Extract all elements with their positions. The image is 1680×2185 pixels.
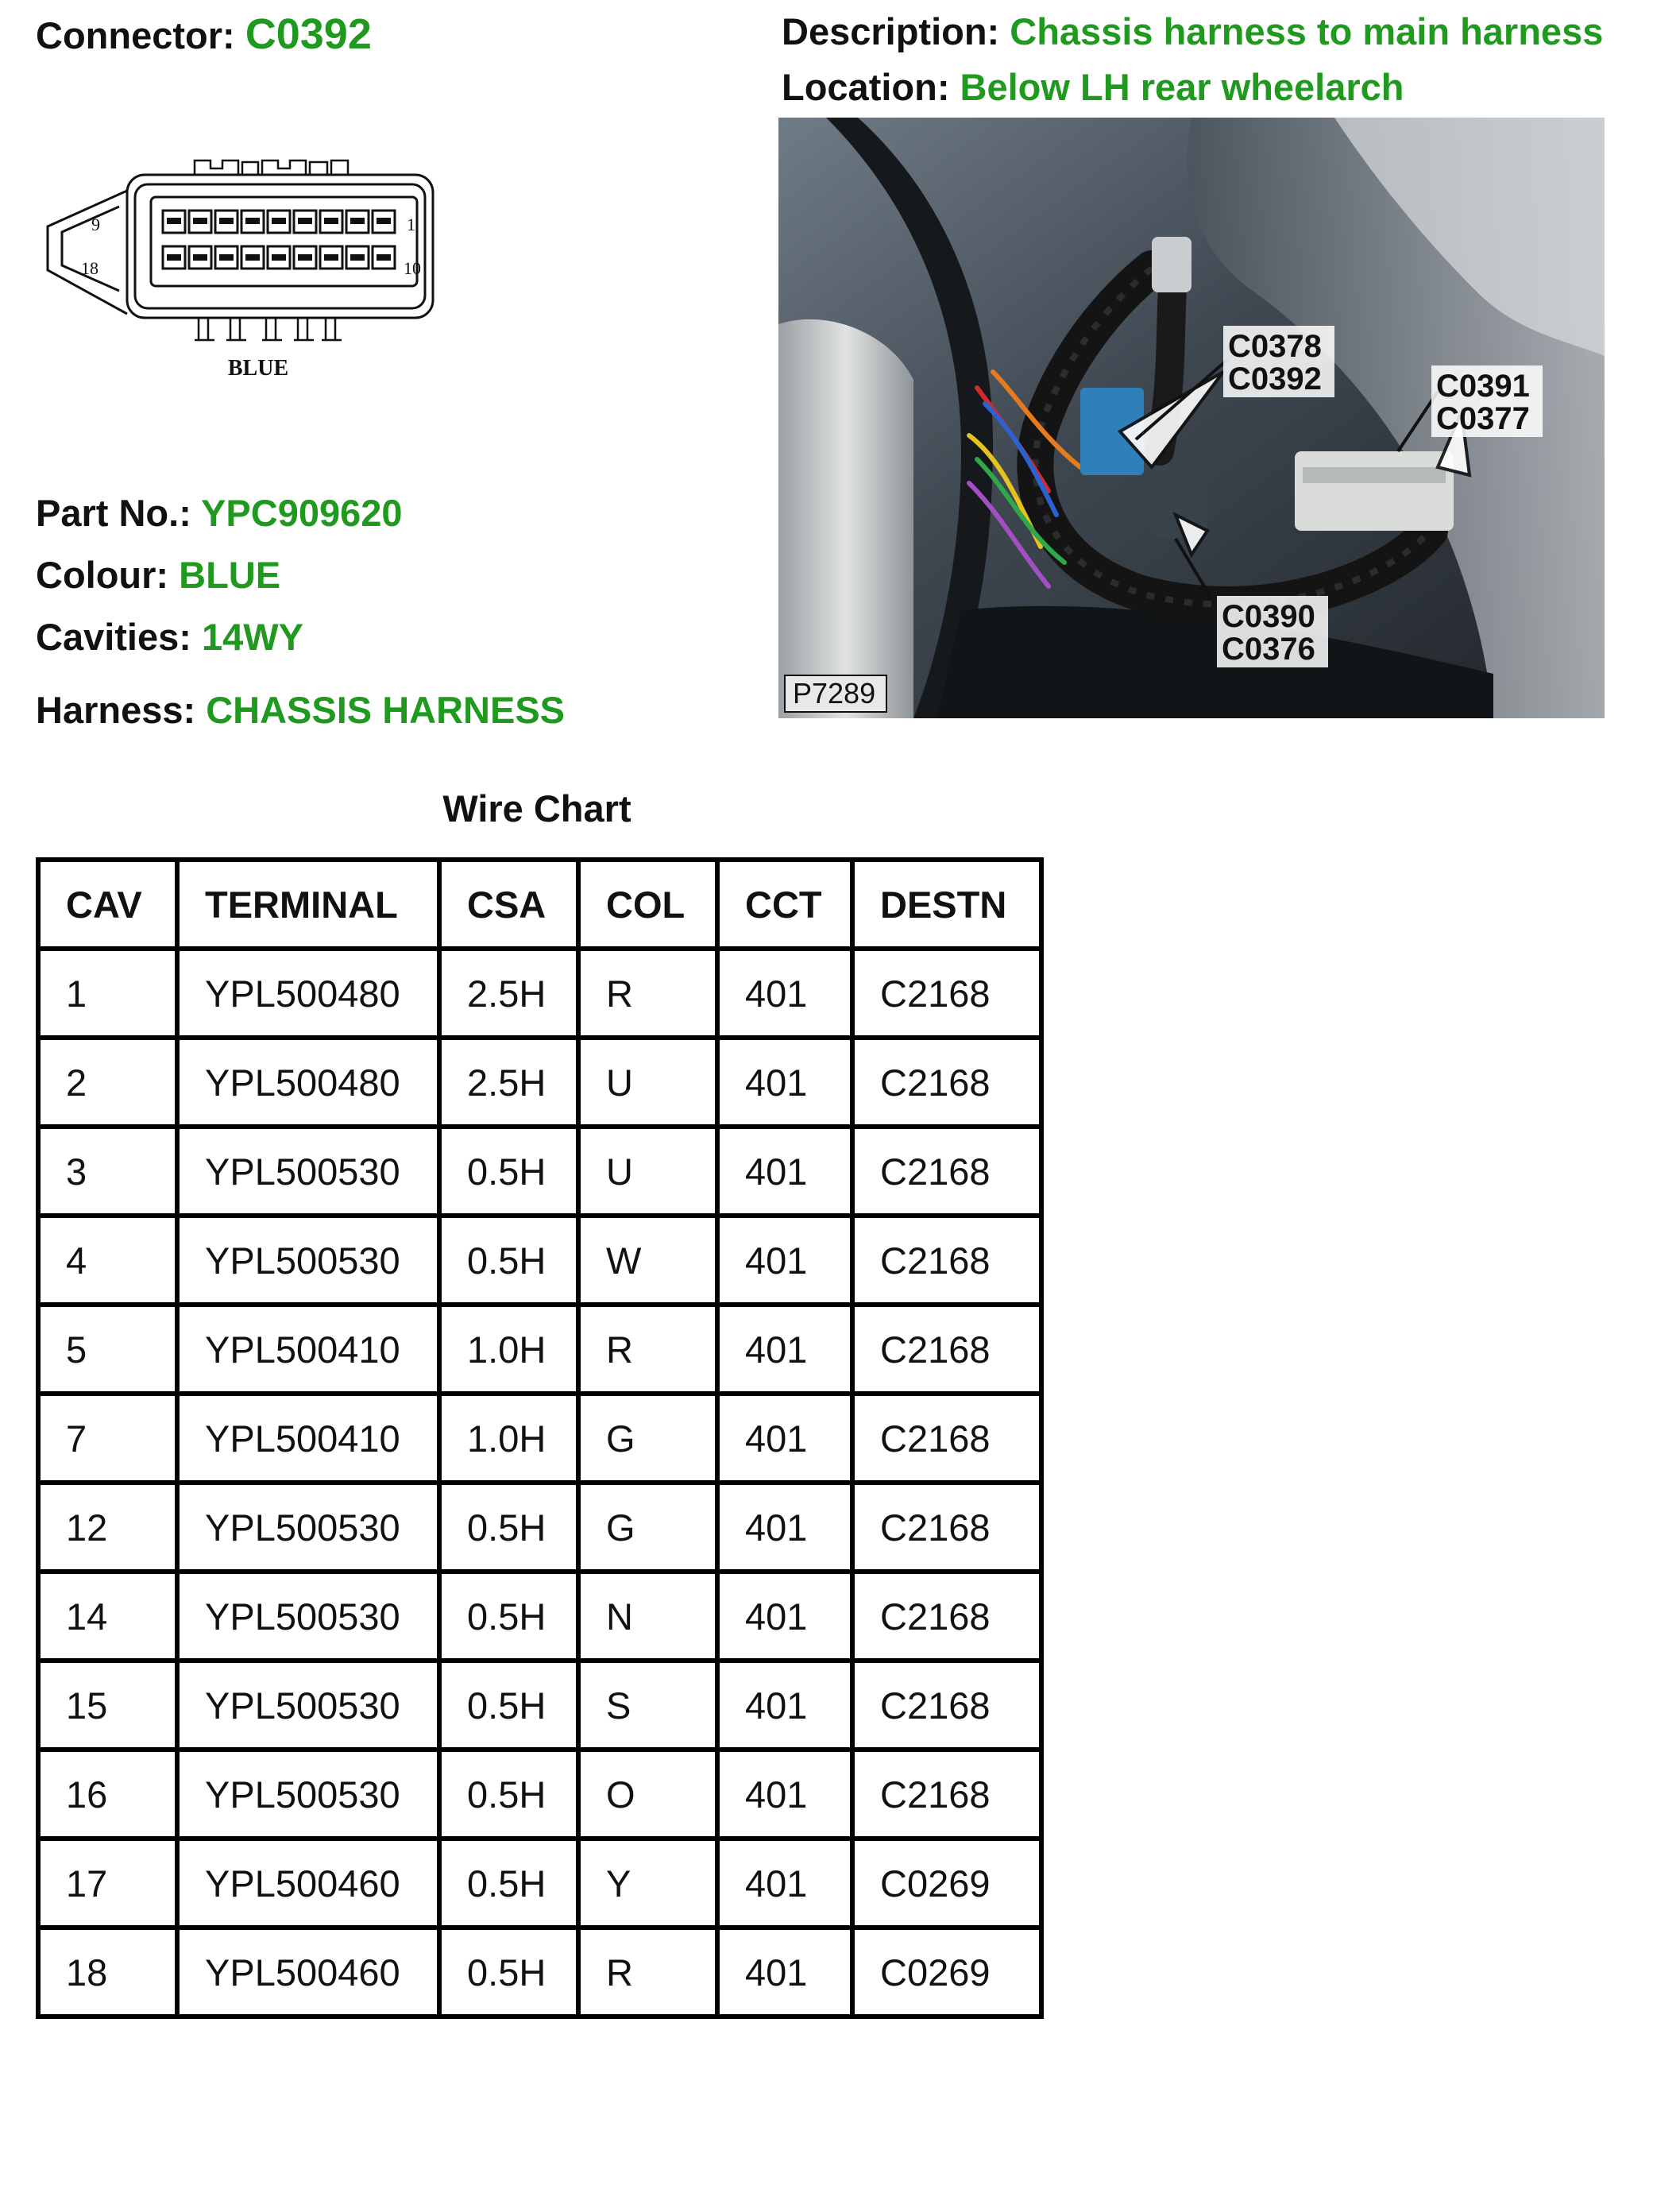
table-row — [38, 1483, 1041, 1572]
csa-cell: 0.5H — [439, 1750, 578, 1839]
cct-cell: 401 — [717, 949, 852, 1038]
destn-cell: C2168 — [852, 949, 1041, 1038]
cav-header: CAV — [38, 860, 177, 949]
cct-cell: 401 — [717, 1038, 852, 1127]
col-cell: R — [578, 949, 717, 1038]
part-no-field — [36, 494, 403, 532]
part-no-label: Part No.: — [36, 492, 191, 534]
callout-label: C0377 — [1436, 401, 1530, 436]
col-cell: W — [578, 1216, 717, 1305]
harness-label: Harness: — [36, 689, 196, 731]
callout-label: C0392 — [1228, 362, 1322, 396]
pin-label-1: 1 — [407, 215, 415, 234]
destn-cell: C2168 — [852, 1483, 1041, 1572]
csa-cell: 0.5H — [439, 1216, 578, 1305]
harness-field — [36, 691, 565, 729]
col-cell: Y — [578, 1839, 717, 1928]
cavities-field — [36, 618, 303, 656]
cct-cell: 401 — [717, 1928, 852, 2017]
table-row — [38, 1127, 1041, 1216]
col-header: COL — [578, 860, 717, 949]
destn-header: DESTN — [852, 860, 1041, 949]
csa-cell: 2.5H — [439, 949, 578, 1038]
table-row — [38, 949, 1041, 1038]
terminal-cell: YPL500530 — [177, 1750, 439, 1839]
destn-cell: C2168 — [852, 1305, 1041, 1394]
table-row — [38, 1394, 1041, 1483]
terminal-cell: YPL500530 — [177, 1483, 439, 1572]
cav-cell: 1 — [38, 949, 177, 1038]
diagram-color-text: BLUE — [227, 356, 289, 381]
destn-cell: C2168 — [852, 1572, 1041, 1661]
table-row — [38, 1216, 1041, 1305]
pin-label-10: 10 — [404, 258, 421, 278]
col-cell: R — [578, 1928, 717, 2017]
col-cell: U — [578, 1127, 717, 1216]
table-row — [38, 1305, 1041, 1394]
cav-cell: 14 — [38, 1572, 177, 1661]
colour-field — [36, 556, 280, 594]
connector-field — [36, 10, 372, 58]
col-cell: R — [578, 1305, 717, 1394]
csa-cell: 2.5H — [439, 1038, 578, 1127]
destn-cell: C2168 — [852, 1394, 1041, 1483]
cav-cell: 18 — [38, 1928, 177, 2017]
cct-cell: 401 — [717, 1394, 852, 1483]
csa-cell: 0.5H — [439, 1572, 578, 1661]
cavities-label: Cavities: — [36, 616, 191, 658]
wire-chart-table — [36, 857, 1044, 2019]
destn-cell: C0269 — [852, 1839, 1041, 1928]
table-row — [38, 1572, 1041, 1661]
table-row — [38, 1750, 1041, 1839]
callout-label: C0391 — [1436, 369, 1530, 404]
destn-cell: C2168 — [852, 1038, 1041, 1127]
terminal-cell: YPL500530 — [177, 1661, 439, 1750]
cavities-value: 14WY — [201, 616, 303, 658]
description-field — [782, 10, 1604, 52]
table-header-row — [38, 860, 1041, 949]
csa-cell: 0.5H — [439, 1127, 578, 1216]
terminal-cell: YPL500530 — [177, 1127, 439, 1216]
csa-cell: 0.5H — [439, 1661, 578, 1750]
cct-cell: 401 — [717, 1572, 852, 1661]
air-spring — [778, 319, 913, 718]
cct-cell: 401 — [717, 1750, 852, 1839]
col-cell: N — [578, 1572, 717, 1661]
pin-label-9: 9 — [91, 215, 100, 234]
col-cell: G — [578, 1483, 717, 1572]
terminal-cell: YPL500410 — [177, 1394, 439, 1483]
part-no-value: YPC909620 — [201, 492, 403, 534]
cct-header: CCT — [717, 860, 852, 949]
terminal-header: TERMINAL — [177, 860, 439, 949]
cav-cell: 5 — [38, 1305, 177, 1394]
terminal-cell: YPL500480 — [177, 1038, 439, 1127]
col-cell: S — [578, 1661, 717, 1750]
colour-label: Colour: — [36, 554, 169, 596]
csa-cell: 1.0H — [439, 1305, 578, 1394]
terminal-cell: YPL500530 — [177, 1572, 439, 1661]
connector-face-diagram — [32, 151, 445, 389]
cct-cell: 401 — [717, 1305, 852, 1394]
table-row — [38, 1839, 1041, 1928]
cav-cell: 4 — [38, 1216, 177, 1305]
csa-cell: 0.5H — [439, 1839, 578, 1928]
col-cell: O — [578, 1750, 717, 1839]
connector-value: C0392 — [245, 10, 372, 58]
col-cell: G — [578, 1394, 717, 1483]
cct-cell: 401 — [717, 1839, 852, 1928]
wire-chart-title: Wire Chart — [442, 787, 631, 830]
callout-label: C0390 — [1222, 599, 1315, 634]
cct-cell: 401 — [717, 1483, 852, 1572]
table-row — [38, 1661, 1041, 1750]
white-connector — [1295, 451, 1454, 531]
description-value: Chassis harness to main harness — [1010, 10, 1604, 52]
colour-value: BLUE — [179, 554, 281, 596]
location-field — [782, 68, 1404, 106]
location-value: Below LH rear wheelarch — [960, 66, 1404, 108]
col-cell: U — [578, 1038, 717, 1127]
pin-label-18: 18 — [81, 258, 98, 278]
destn-cell: C0269 — [852, 1928, 1041, 2017]
csa-cell: 1.0H — [439, 1394, 578, 1483]
destn-cell: C2168 — [852, 1661, 1041, 1750]
location-label: Location: — [782, 66, 950, 108]
cct-cell: 401 — [717, 1661, 852, 1750]
cav-cell: 16 — [38, 1750, 177, 1839]
cav-cell: 17 — [38, 1839, 177, 1928]
connector-label: Connector: — [36, 14, 235, 56]
cct-cell: 401 — [717, 1127, 852, 1216]
csa-cell: 0.5H — [439, 1928, 578, 2017]
cav-cell: 15 — [38, 1661, 177, 1750]
callout-label: C0376 — [1222, 632, 1315, 667]
description-label: Description: — [782, 10, 1000, 52]
table-row — [38, 1928, 1041, 2017]
cav-cell: 12 — [38, 1483, 177, 1572]
photo-id: P7289 — [793, 677, 876, 710]
cct-cell: 401 — [717, 1216, 852, 1305]
terminal-cell: YPL500480 — [177, 949, 439, 1038]
csa-cell: 0.5H — [439, 1483, 578, 1572]
destn-cell: C2168 — [852, 1216, 1041, 1305]
cav-cell: 3 — [38, 1127, 177, 1216]
callout-label: C0378 — [1228, 329, 1322, 364]
terminal-cell: YPL500460 — [177, 1839, 439, 1928]
harness-value: CHASSIS HARNESS — [206, 689, 566, 731]
terminal-cell: YPL500530 — [177, 1216, 439, 1305]
table-row — [38, 1038, 1041, 1127]
terminal-cell: YPL500460 — [177, 1928, 439, 2017]
csa-header: CSA — [439, 860, 578, 949]
cav-cell: 7 — [38, 1394, 177, 1483]
destn-cell: C2168 — [852, 1127, 1041, 1216]
terminal-cell: YPL500410 — [177, 1305, 439, 1394]
cav-cell: 2 — [38, 1038, 177, 1127]
location-photo — [778, 118, 1605, 718]
destn-cell: C2168 — [852, 1750, 1041, 1839]
